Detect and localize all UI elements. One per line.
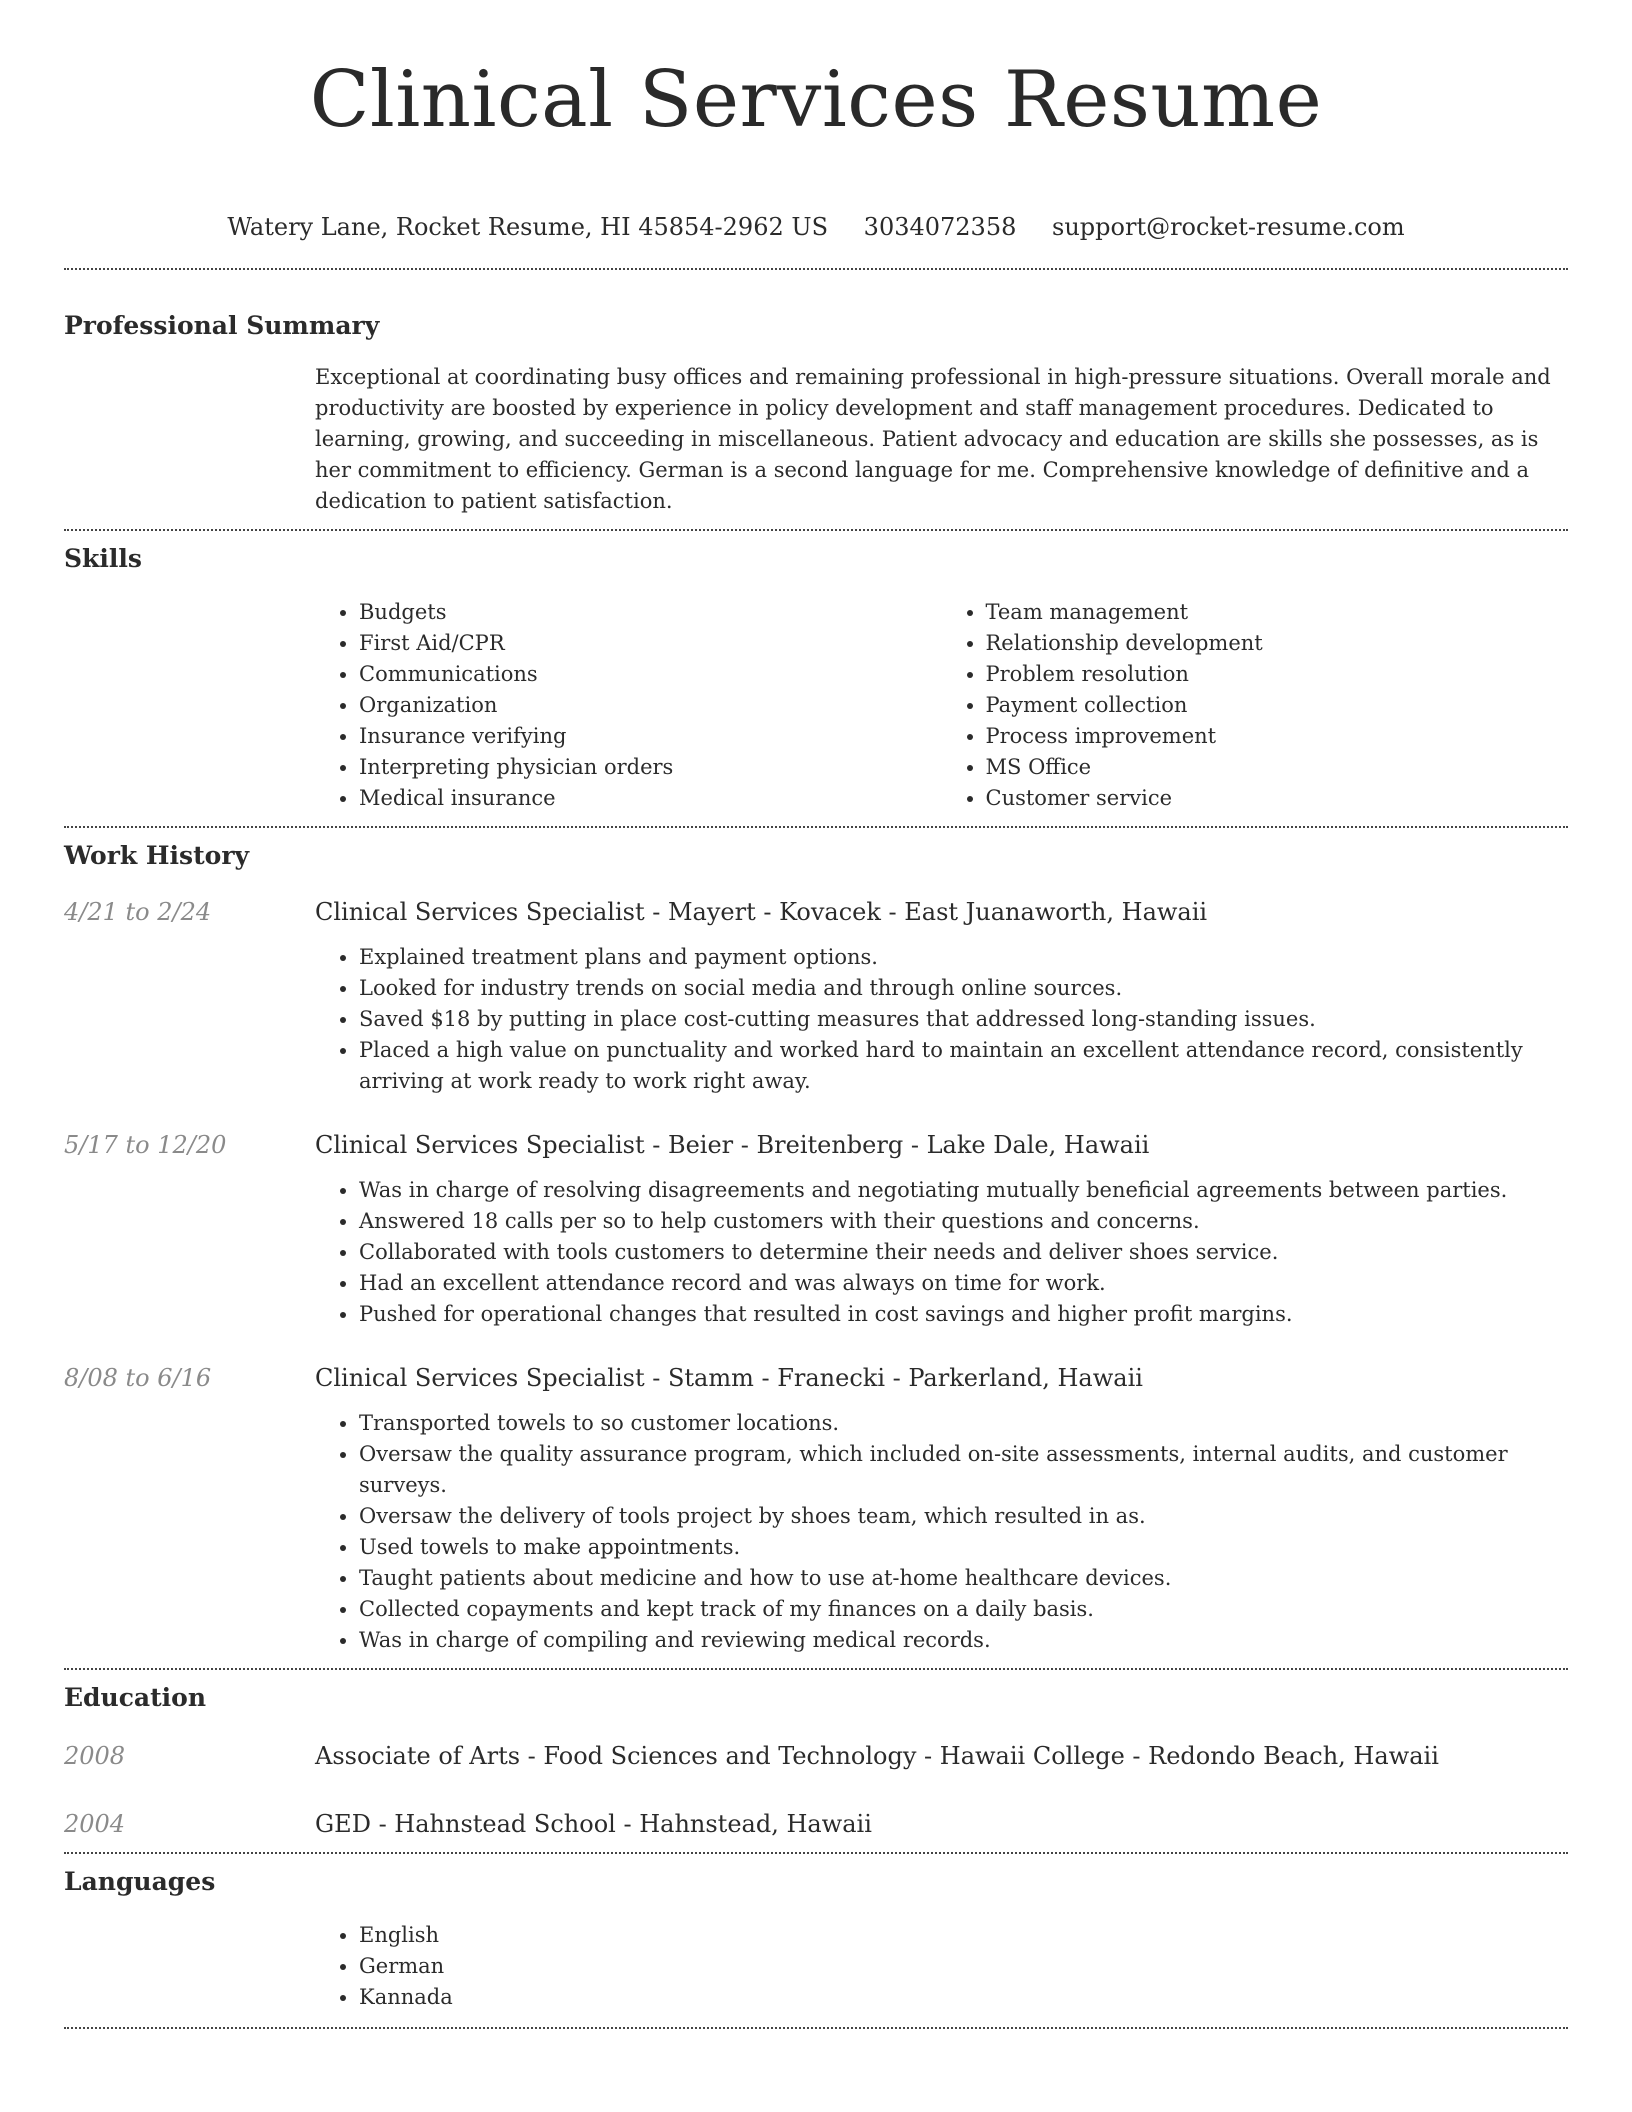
education-entry: [64, 1740, 1568, 1772]
job-entry: [64, 896, 1568, 1097]
languages-section: [64, 1854, 1568, 2027]
language-item: • English: [359, 1920, 1568, 1951]
job-date: 8/08 to 6/16: [64, 1364, 212, 1392]
job-bullets: [315, 942, 1568, 1097]
skills-list: [315, 597, 1568, 826]
job-entry: [64, 1362, 1568, 1668]
skill-item: • Team management: [986, 597, 1569, 628]
skill-item: • Process improvement: [986, 721, 1569, 752]
job-bullet: • Taught patients about medicine and how to use at-home healthcare devices.: [359, 1563, 1568, 1594]
education-heading: GED - Hahnstead School - Hahnstead, Hawaii: [315, 1810, 872, 1838]
job-date: 4/21 to 2/24: [64, 898, 212, 926]
job-bullet: • Oversaw the quality assurance program, which included on-site assessments, internal audits, and customer surveys.: [359, 1439, 1568, 1501]
education-heading: Associate of Arts - Food Sciences and Technology - Hawaii College - Redondo Beach, Hawaii: [315, 1742, 1439, 1770]
skill-item: • MS Office: [986, 752, 1569, 783]
resume-header: [64, 0, 1568, 242]
skill-item: • Payment collection: [986, 690, 1569, 721]
skill-item: • Organization: [359, 690, 942, 721]
job-bullets: [315, 1408, 1568, 1656]
resume-page: [64, 0, 1568, 2029]
job-bullet: • Collaborated with tools customers to determine their needs and deliver shoes service.: [359, 1237, 1568, 1268]
skill-item: • First Aid/CPR: [359, 628, 942, 659]
job-bullet: • Used towels to make appointments.: [359, 1532, 1568, 1563]
job-bullet: • Placed a high value on punctuality and worked hard to maintain an excellent attendance record, consistently arriving at work ready to work right away.: [359, 1035, 1568, 1097]
skill-item: • Relationship development: [986, 628, 1569, 659]
languages-list: [315, 1920, 1568, 2027]
section-title-skills: Skills: [64, 544, 142, 573]
job-heading: Clinical Services Specialist - Mayert - Kovacek - East Juanaworth, Hawaii: [315, 898, 1208, 926]
skill-item: • Problem resolution: [986, 659, 1569, 690]
education-section: [64, 1670, 1568, 1852]
education-entry: [64, 1808, 1568, 1852]
job-bullet: • Explained treatment plans and payment options.: [359, 942, 1568, 973]
job-heading: Clinical Services Specialist - Stamm - Franecki - Parkerland, Hawaii: [315, 1364, 1143, 1392]
skill-item: • Insurance verifying: [359, 721, 942, 752]
skill-item: • Medical insurance: [359, 783, 942, 814]
skill-item: • Interpreting physician orders: [359, 752, 942, 783]
divider: [64, 2027, 1568, 2029]
job-bullet: • Had an excellent attendance record and was always on time for work.: [359, 1268, 1568, 1299]
section-title-summary: Professional Summary: [64, 311, 380, 340]
skills-section: [64, 531, 1568, 826]
contact-line: [64, 212, 1568, 242]
work-history-section: [64, 828, 1568, 1668]
job-bullet: • Pushed for operational changes that resulted in cost savings and higher profit margins.: [359, 1299, 1568, 1330]
section-title-work-history: Work History: [64, 841, 250, 870]
skills-column-right: [942, 597, 1569, 814]
job-bullet: • Looked for industry trends on social media and through online sources.: [359, 973, 1568, 1004]
job-bullet: • Oversaw the delivery of tools project by shoes team, which resulted in as.: [359, 1501, 1568, 1532]
contact-address: Watery Lane, Rocket Resume, HI 45854-2962 US: [227, 213, 829, 241]
section-title-languages: Languages: [64, 1867, 216, 1896]
contact-email: support@rocket-resume.com: [1052, 213, 1405, 241]
job-bullet: • Saved $18 by putting in place cost-cutting measures that addressed long-standing issues.: [359, 1004, 1568, 1035]
skill-item: • Customer service: [986, 783, 1569, 814]
summary-section: [64, 270, 1568, 529]
summary-text: Exceptional at coordinating busy offices and remaining professional in high-pressure situations. Overall morale and productivity are boosted by experience in policy development and staff management procedures. Dedicated to learning, growing, and succeeding in miscellaneous. Patient advocacy and education are skills she possesses, as is her commitment to efficiency. German is a second language for me. Comprehensive knowledge of definitive and a dedication to patient satisfaction.: [315, 365, 1551, 513]
skill-item: • Communications: [359, 659, 942, 690]
job-date: 5/17 to 12/20: [64, 1131, 227, 1159]
education-date: 2004: [64, 1810, 126, 1838]
job-bullet: • Collected copayments and kept track of my finances on a daily basis.: [359, 1594, 1568, 1625]
job-bullet: • Transported towels to so customer locations.: [359, 1408, 1568, 1439]
skills-column-left: [315, 597, 942, 814]
job-heading: Clinical Services Specialist - Beier - Breitenberg - Lake Dale, Hawaii: [315, 1131, 1150, 1159]
job-bullet: • Was in charge of resolving disagreements and negotiating mutually beneficial agreements between parties.: [359, 1175, 1568, 1206]
contact-phone: 3034072358: [863, 213, 1017, 241]
skill-item: • Budgets: [359, 597, 942, 628]
education-date: 2008: [64, 1742, 126, 1770]
language-item: • German: [359, 1951, 1568, 1982]
job-entry: [64, 1129, 1568, 1330]
section-title-education: Education: [64, 1683, 207, 1712]
language-item: • Kannada: [359, 1982, 1568, 2013]
job-bullets: [315, 1175, 1568, 1330]
job-bullet: • Was in charge of compiling and reviewing medical records.: [359, 1625, 1568, 1656]
resume-name: Clinical Services Resume: [309, 55, 1323, 145]
job-bullet: • Answered 18 calls per so to help customers with their questions and concerns.: [359, 1206, 1568, 1237]
